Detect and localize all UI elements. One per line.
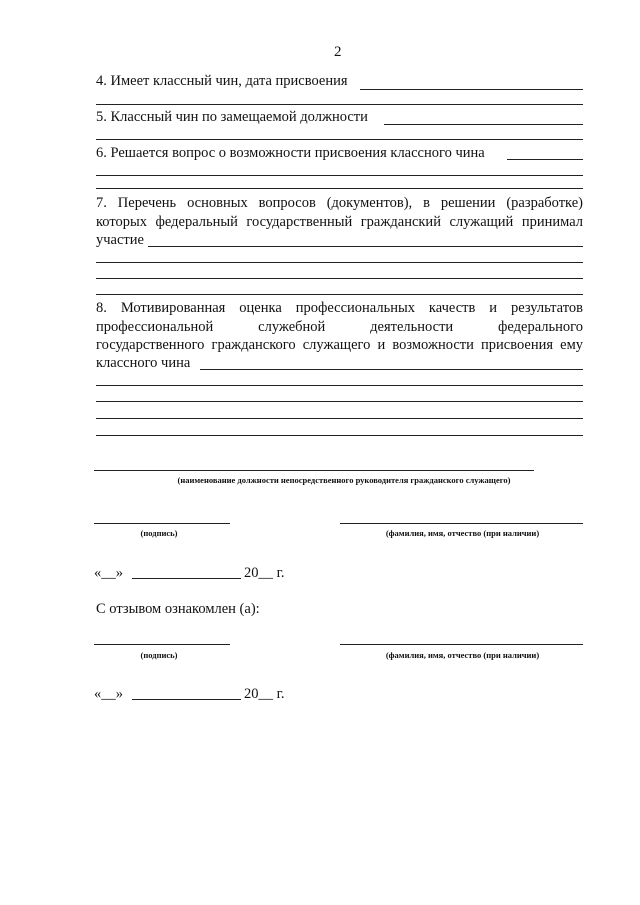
item-8-extra-line-4[interactable] (96, 435, 583, 436)
employee-name-caption: (фамилия, имя, отчество (при наличии) (385, 650, 540, 660)
employee-signature-caption: (подпись) (140, 650, 178, 660)
supervisor-position-caption: (наименование должности непосредственного руководителя гражданского служащего) (177, 475, 511, 485)
date-month-line-2[interactable] (132, 699, 241, 700)
item-8-line-1: 8. Мотивированная оценка профессиональных качеств и результатов (96, 300, 583, 316)
item-5-extra-line[interactable] (96, 139, 583, 140)
supervisor-signature-caption: (подпись) (140, 528, 178, 538)
item-4-label: 4. Имеет классный чин, дата присвоения (96, 73, 348, 89)
item-6-label: 6. Решается вопрос о возможности присвоения классного чина (96, 145, 485, 161)
item-8-line-4: классного чина (96, 355, 191, 371)
date-year-2: 20__ г. (244, 686, 285, 702)
item-8-field-line[interactable] (200, 369, 583, 370)
date-year-1: 20__ г. (244, 565, 285, 581)
supervisor-name-caption: (фамилия, имя, отчество (при наличии) (385, 528, 540, 538)
employee-name-line[interactable] (340, 644, 583, 645)
item-4-field-line[interactable] (360, 89, 583, 90)
item-7-line-3: участие (96, 232, 144, 248)
item-6-field-line[interactable] (507, 159, 583, 160)
item-4-extra-line[interactable] (96, 104, 583, 105)
item-6-extra-line-1[interactable] (96, 175, 583, 176)
supervisor-name-line[interactable] (340, 523, 583, 524)
item-7-line-1: 7. Перечень основных вопросов (документов), в решении (разработке) (96, 195, 583, 211)
item-5-field-line[interactable] (384, 124, 583, 125)
employee-signature-line[interactable] (94, 644, 230, 645)
item-7-field-line[interactable] (148, 246, 583, 247)
supervisor-position-line[interactable] (94, 470, 534, 471)
page-number: 2 (334, 44, 342, 60)
item-7-extra-line-3[interactable] (96, 294, 583, 295)
item-6-extra-line-2[interactable] (96, 188, 583, 189)
item-8-extra-line-1[interactable] (96, 385, 583, 386)
item-7-extra-line-2[interactable] (96, 278, 583, 279)
item-8-line-3: государственного гражданского служащего и возможности присвоения ему (96, 337, 583, 353)
date-month-line-1[interactable] (132, 578, 241, 579)
item-5-label: 5. Классный чин по замещаемой должности (96, 109, 368, 125)
item-8-line-2: профессиональной служебной деятельности федерального (96, 319, 583, 335)
item-7-line-2: которых федеральный государственный гражданский служащий принимал (96, 214, 583, 230)
acknowledgement-text: С отзывом ознакомлен (а): (96, 601, 260, 617)
date-day-2: «__» (94, 686, 123, 702)
supervisor-signature-line[interactable] (94, 523, 230, 524)
item-8-extra-line-2[interactable] (96, 401, 583, 402)
date-day-1: «__» (94, 565, 123, 581)
item-8-extra-line-3[interactable] (96, 418, 583, 419)
item-7-extra-line-1[interactable] (96, 262, 583, 263)
